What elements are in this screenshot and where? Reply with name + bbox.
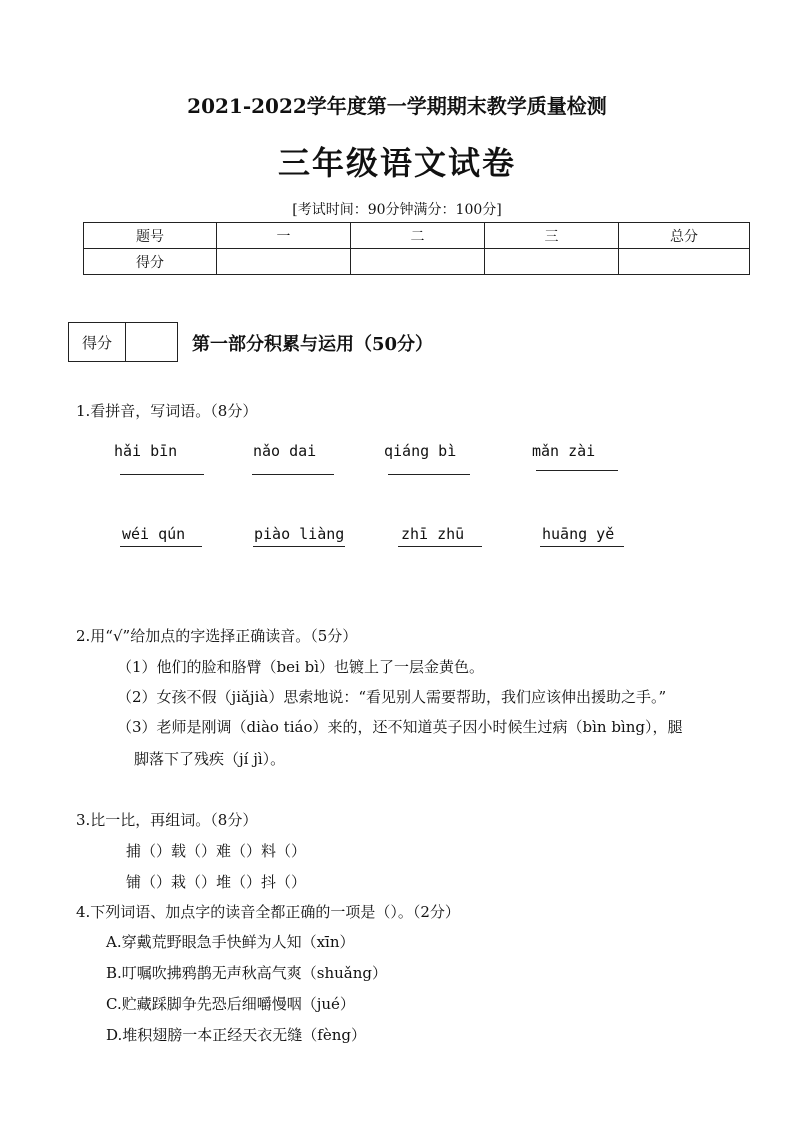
answer-blank[interactable] <box>536 470 618 471</box>
answer-blank[interactable] <box>398 546 482 547</box>
pinyin-item: zhī zhū <box>401 525 465 543</box>
pinyin-item: nǎo dai <box>253 442 317 460</box>
score-input-cell[interactable] <box>217 249 351 275</box>
pinyin-item: huāng yě <box>542 525 615 543</box>
score-input-cell[interactable] <box>619 249 750 275</box>
section-title: 第一部分积累与运用（50分） <box>192 334 434 355</box>
answer-blank[interactable] <box>253 546 345 547</box>
pinyin-item: piào liàng <box>254 525 345 543</box>
pinyin-item: qiáng bì <box>384 442 457 460</box>
question-3-row: 捕（）载（）难（）料（） <box>126 842 307 860</box>
answer-blank[interactable] <box>540 546 624 547</box>
question-2-item: （2）女孩不假（jiǎjià）思索地说：“看见别人需要帮助，我们应该伸出援助之手。” <box>117 688 667 706</box>
score-input-cell[interactable] <box>351 249 485 275</box>
exam-title: 三年级语文试卷 <box>277 144 516 182</box>
score-cell: 得分 <box>84 249 217 275</box>
section-score-input[interactable] <box>126 323 177 361</box>
question-1-prompt: 1.看拼音，写词语。（8分） <box>76 402 258 420</box>
question-2-item: （1）他们的脸和胳臂（bei bì）也镀上了一层金黄色。 <box>117 658 484 676</box>
question-4-option-d[interactable]: D.堆积翅膀一本正经天衣无缝（fèng） <box>106 1026 366 1044</box>
section-score-label: 得分 <box>69 323 126 361</box>
question-4-option-b[interactable]: B.叮嘱吹拂鸦鹊无声秋高气爽（shuǎng） <box>106 964 388 982</box>
question-4-prompt: 4.下列词语、加点字的读音全都正确的一项是（）。（2分） <box>76 903 460 921</box>
score-cell: 题号 <box>84 223 217 249</box>
score-table-score-row <box>84 249 750 275</box>
pinyin-item: hǎi bīn <box>114 442 178 460</box>
exam-subtitle: 2021-2022学年度第一学期期末教学质量检测 <box>187 94 607 118</box>
question-2-item: 脚落下了残疾（jí jì）。 <box>134 750 286 768</box>
section-score-box <box>68 322 178 362</box>
score-cell: 三 <box>485 223 619 249</box>
score-cell: 总分 <box>619 223 750 249</box>
answer-blank[interactable] <box>388 474 470 475</box>
exam-info: [考试时间：90分钟满分：100分] <box>292 202 502 218</box>
score-table <box>83 222 750 275</box>
question-2-prompt: 2.用“√”给加点的字选择正确读音。（5分） <box>76 627 358 645</box>
question-4-option-a[interactable]: A.穿戴荒野眼急手快鲜为人知（xīn） <box>106 933 355 951</box>
question-3-prompt: 3.比一比，再组词。（8分） <box>76 811 258 829</box>
answer-blank[interactable] <box>120 546 202 547</box>
pinyin-item: wéi qún <box>122 525 186 543</box>
question-3-row: 铺（）栽（）堆（）抖（） <box>126 873 307 891</box>
pinyin-item: mǎn zài <box>532 442 596 460</box>
answer-blank[interactable] <box>252 474 334 475</box>
question-4-option-c[interactable]: C.贮藏踩脚争先恐后细嚼慢咽（jué） <box>106 995 355 1013</box>
answer-blank[interactable] <box>120 474 204 475</box>
score-input-cell[interactable] <box>485 249 619 275</box>
question-2-item: （3）老师是刚调（diào tiáo）来的，还不知道英子因小时候生过病（bìn bìng），腿 <box>117 718 683 736</box>
score-table-header-row <box>84 223 750 249</box>
score-cell: 一 <box>217 223 351 249</box>
score-cell: 二 <box>351 223 485 249</box>
